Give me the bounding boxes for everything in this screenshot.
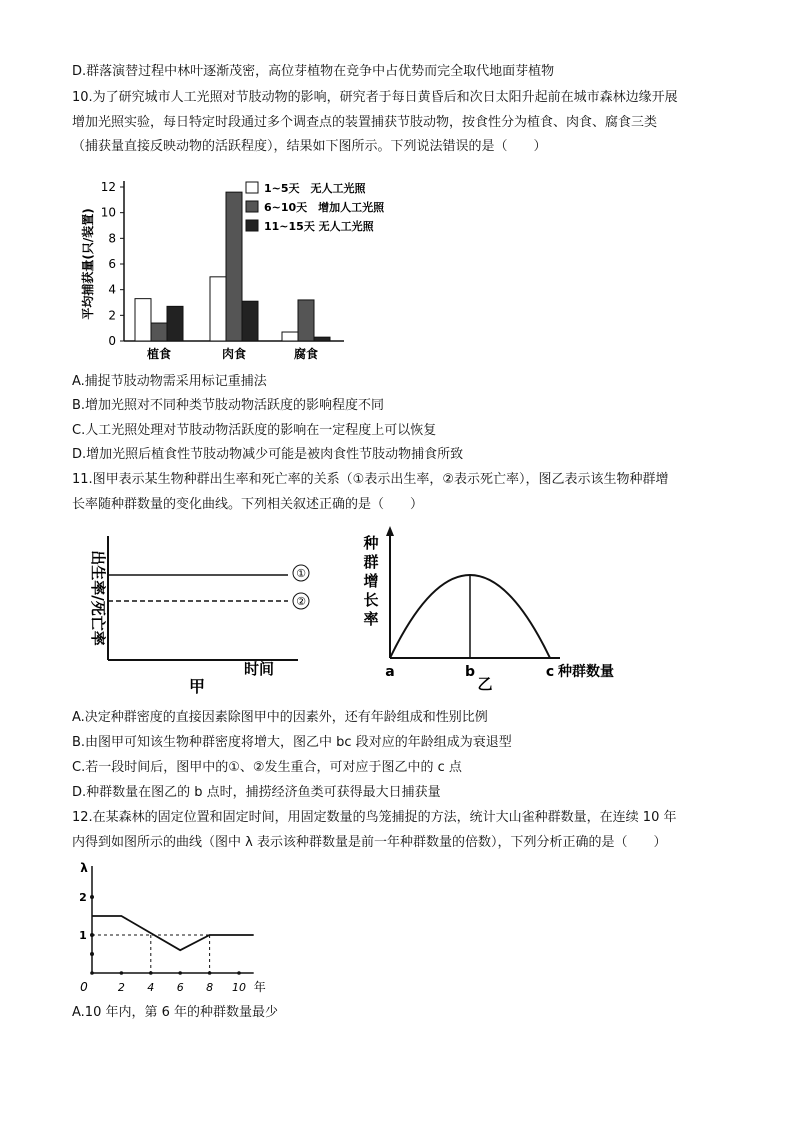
- x-category-label: 植食: [146, 347, 172, 361]
- x-tick-dot: [237, 971, 241, 975]
- q11-stem-line2: 长率随种群数量的变化曲线。下列相关叙述正确的是（ ）: [72, 497, 424, 512]
- q12-stem-line2: 内得到如图所示的曲线（图中 λ 表示该种群数量是前一年种群数量的倍数），下列分析正确的是（ ）: [72, 835, 667, 850]
- legend-label: 6~10天 增加人工光照: [264, 201, 385, 214]
- x-tick-label: 2: [117, 981, 125, 994]
- y-axis-label-char: 种: [363, 534, 379, 552]
- x-tick-dot: [178, 971, 182, 975]
- y-axis-label-char: 长: [363, 591, 379, 609]
- chart-jia: [76, 528, 338, 698]
- x-axis-label: 年: [253, 980, 266, 994]
- y-axis-label: λ: [80, 861, 88, 875]
- y-tick-label: 8: [108, 231, 116, 246]
- y-axis-label-char: 增: [363, 572, 379, 590]
- q10-stem-line1: 10.为了研究城市人工光照对节肢动物的影响，研究者于每日黄昏后和次日太阳升起前在城市森林边缘开展: [72, 90, 678, 105]
- origin-label: 0: [80, 980, 88, 994]
- y-tick-label: 1: [79, 929, 87, 942]
- x-tick-label: 10: [232, 981, 246, 994]
- q12-option-a: A.10 年内，第 6 年的种群数量最少: [72, 1005, 279, 1020]
- x-tick-label: 6: [176, 981, 184, 994]
- legend-label: 11~15天 无人工光照: [264, 220, 374, 233]
- q9-option-d: D.群落演替过程中林叶逐渐茂密，高位芽植物在竞争中占优势而完全取代地面芽植物: [72, 64, 555, 79]
- y-tick-label: 2: [79, 891, 87, 904]
- bar: [314, 337, 330, 341]
- bar-chart: [74, 165, 436, 365]
- y-tick-label: 4: [108, 282, 116, 297]
- point-label: b: [464, 664, 476, 680]
- q10-option-d: D.增加光照后植食性节肢动物减少可能是被肉食性节肢动物捕食所致: [72, 447, 464, 462]
- legend-swatch: [246, 182, 258, 193]
- y-tick-label: 0: [108, 334, 116, 348]
- y-axis-label: 平均捕获量(只/装置): [81, 208, 95, 320]
- chart-title: 乙: [477, 675, 493, 693]
- y-axis-arrow: [386, 526, 394, 536]
- legend-swatch: [246, 220, 258, 231]
- q11-option-c: C.若一段时间后，图甲中的①、②发生重合，可对应于图乙中的 c 点: [72, 760, 462, 775]
- lambda-curve: [92, 916, 254, 950]
- x-tick-dot: [120, 971, 124, 975]
- x-tick-label: 4: [147, 981, 155, 994]
- y-axis-label-char: 群: [363, 553, 379, 571]
- point-label: a: [385, 664, 395, 680]
- q11-option-a: A.决定种群密度的直接因素除图甲中的因素外，还有年龄组成和性别比例: [72, 710, 488, 725]
- y-tick-label: 2: [108, 308, 116, 323]
- y-tick-label: 12: [100, 180, 116, 194]
- x-category-label: 肉食: [221, 347, 247, 361]
- q11-option-b: B.由图甲可知该生物种群密度将增大，图乙中 bc 段对应的年龄组成为衰退型: [72, 735, 512, 750]
- q10-stem-line2: 增加光照实验，每日特定时段通过多个调查点的装置捕获节肢动物，按食性分为植食、肉食、腐食三类: [72, 115, 658, 130]
- q12-stem-line1: 12.在某森林的固定位置和固定时间，用固定数量的鸟笼捕捉的方法，统计大山雀种群数量，在连续 10 年: [72, 810, 677, 825]
- chart-yi: [355, 520, 630, 700]
- y-axis-label-char: 率: [363, 610, 379, 628]
- x-axis-label: 时间: [244, 660, 275, 678]
- q11-stem-line1: 11.图甲表示某生物种群出生率和死亡率的关系（①表示出生率，②表示死亡率），图乙表示该生物种群增: [72, 472, 669, 487]
- x-axis-label: 种群数量: [558, 664, 614, 680]
- bar: [210, 277, 226, 341]
- q10-option-a: A.捕捉节肢动物需采用标记重捕法: [72, 374, 267, 389]
- y-tick-dot: [90, 952, 94, 956]
- x-tick-dot: [90, 971, 94, 975]
- bar: [242, 301, 258, 341]
- y-tick-label: 6: [108, 257, 116, 271]
- q10-option-b: B.增加光照对不同种类节肢动物活跃度的影响程度不同: [72, 398, 385, 413]
- series-label: ②: [296, 595, 306, 608]
- q10-option-c: C.人工光照处理对节肢动物活跃度的影响在一定程度上可以恢复: [72, 423, 437, 438]
- q10-stem-line3: （捕获量直接反映动物的活跃程度），结果如下图所示。下列说法错误的是（ ）: [72, 139, 547, 154]
- y-tick-dot: [90, 895, 94, 899]
- lambda-chart: [76, 858, 306, 1000]
- x-tick-label: 8: [206, 981, 214, 994]
- series-label: ①: [296, 567, 306, 580]
- bar: [298, 300, 314, 341]
- y-axis-label: 出生率/死亡率: [89, 550, 107, 646]
- point-label: c: [545, 664, 555, 680]
- legend-label: 1~5天 无人工光照: [264, 182, 366, 195]
- bar: [282, 332, 298, 341]
- bar: [226, 192, 242, 341]
- chart-title: 甲: [188, 677, 206, 696]
- bar: [151, 323, 167, 341]
- bar: [167, 306, 183, 341]
- x-category-label: 腐食: [293, 347, 319, 361]
- y-tick-label: 10: [100, 205, 116, 220]
- legend-swatch: [246, 201, 258, 212]
- bar: [135, 299, 151, 341]
- q11-option-d: D.种群数量在图乙的 b 点时，捕捞经济鱼类可获得最大日捕获量: [72, 785, 441, 800]
